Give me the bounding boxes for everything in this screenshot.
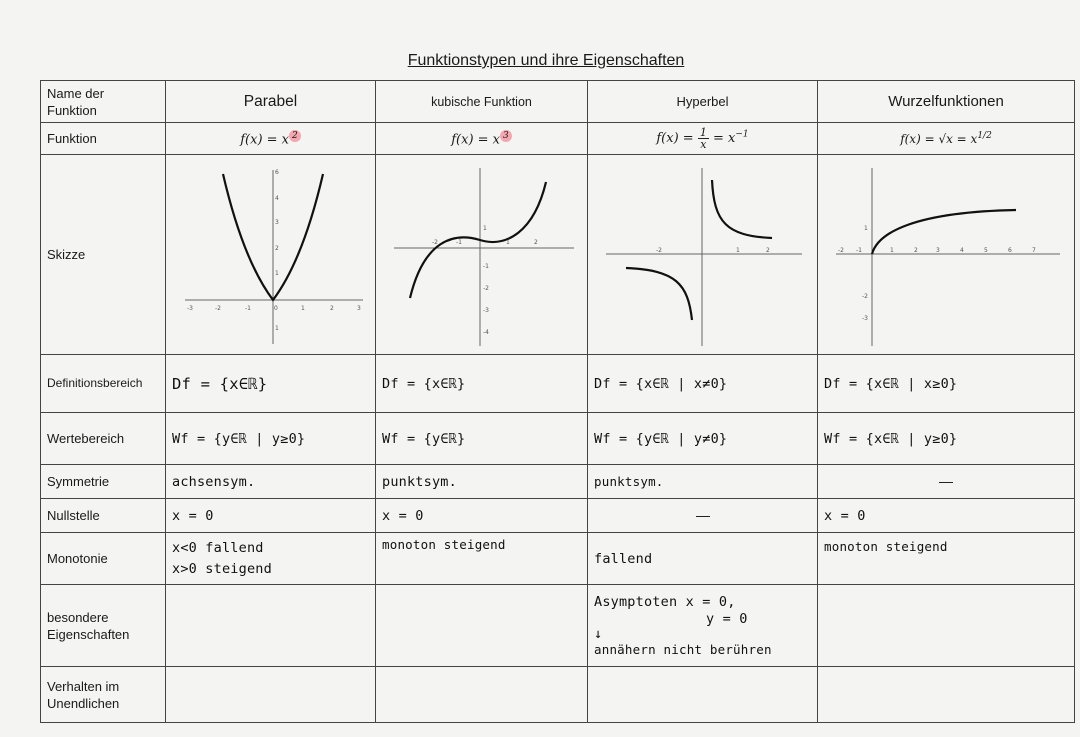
row-label-funktion: Funktion [41, 123, 166, 155]
row-label-name: Name der Funktion [41, 81, 166, 123]
row-label-symmetrie: Symmetrie [41, 465, 166, 499]
wurzel-y-tick: -2 [862, 292, 868, 300]
sketch-cell-wurzel [818, 155, 1075, 355]
hyperbel-x-tick: 1 [735, 246, 740, 254]
kubisch-y-tick: -2 [482, 284, 489, 292]
kubisch-x-tick: 2 [533, 238, 538, 246]
row-label-monotonie: Monotonie [41, 533, 166, 585]
parabel-y-tick: 6 [274, 168, 279, 176]
ns-kubisch: x = 0 [376, 499, 588, 533]
kubisch-x-tick: -1 [455, 238, 462, 246]
formula-hyperbel: f(x) = $\frac{1}{x}$ = $x^{-1}$ [588, 123, 818, 155]
sym-hyperbel: punktsym. [588, 465, 818, 499]
row-verhalten [41, 667, 1075, 723]
sketch-cell-parabel [166, 155, 376, 355]
parabel-x-tick: -1 [244, 304, 251, 312]
df-kubisch: Df = {x∈ℝ} [376, 355, 588, 413]
mono-kubisch: monoton steigend [376, 533, 588, 585]
mono-hyperbel: fallend [588, 533, 818, 585]
row-label-nullstelle: Nullstelle [41, 499, 166, 533]
parabel-y-tick: 1 [274, 269, 279, 277]
mono-parabel: x<0 fallend x>0 steigend [166, 533, 376, 585]
parabel-y-tick: 1 [274, 324, 279, 332]
row-funktion [41, 123, 1075, 155]
row-label-wertebereich: Wertebereich [41, 413, 166, 465]
sym-wurzel [818, 465, 1075, 499]
ns-hyperbel [588, 499, 818, 533]
row-definitionsbereich [41, 355, 1075, 413]
row-monotonie [41, 533, 1075, 585]
kubisch-x-tick: -2 [431, 238, 438, 246]
kubisch-y-tick: -1 [482, 262, 489, 270]
wurzel-x-tick: 2 [914, 246, 918, 254]
wurzel-x-tick: 3 [936, 246, 940, 254]
sketch-hyperbel [596, 160, 810, 350]
verh-kubisch [376, 667, 588, 723]
wurzel-x-tick: 1 [890, 246, 894, 254]
dash-mark [696, 516, 710, 517]
ns-wurzel: x = 0 [818, 499, 1075, 533]
wurzel-x-tick: -2 [838, 246, 844, 254]
wurzel-x-tick: 4 [960, 246, 964, 254]
row-label-besondere: besondere Eigenschaften [41, 585, 166, 667]
row-symmetrie [41, 465, 1075, 499]
hyperbel-x-tick: -2 [655, 246, 662, 254]
df-wurzel: Df = {x∈ℝ | x≥0} [818, 355, 1075, 413]
kubisch-y-tick: -4 [482, 328, 489, 336]
row-wertebereich [41, 413, 1075, 465]
header-row [41, 81, 1075, 123]
parabel-x-tick: -3 [186, 304, 193, 312]
row-label-skizze: Skizze [41, 155, 166, 355]
sketch-wurzel [826, 160, 1066, 350]
wurzel-x-tick: 5 [984, 246, 988, 254]
formula-parabel: f(x) = x 2 [166, 123, 376, 155]
dash-mark [939, 482, 953, 483]
kubisch-y-tick: 1 [482, 224, 487, 232]
bes-kubisch [376, 585, 588, 667]
row-nullstelle [41, 499, 1075, 533]
ns-parabel: x = 0 [166, 499, 376, 533]
row-label-verhalten: Verhalten im Unendlichen [41, 667, 166, 723]
hyperbel-x-tick: 2 [765, 246, 770, 254]
sketch-cell-kubisch [376, 155, 588, 355]
properties-table [40, 80, 1075, 723]
sym-parabel: achsensym. [166, 465, 376, 499]
wurzel-x-tick: 6 [1008, 246, 1012, 254]
mono-wurzel: monoton steigend [818, 533, 1075, 585]
bes-wurzel [818, 585, 1075, 667]
column-header-hyperbel: Hyperbel [588, 81, 818, 123]
parabel-x-tick: -2 [214, 304, 221, 312]
wf-kubisch: Wf = {y∈ℝ} [376, 413, 588, 465]
parabel-y-tick: 3 [274, 218, 279, 226]
wf-hyperbel: Wf = {y∈ℝ | y≠0} [588, 413, 818, 465]
parabel-x-tick: 0 [273, 304, 278, 312]
wurzel-x-tick: 7 [1032, 246, 1036, 254]
wurzel-y-tick: 1 [864, 224, 868, 232]
row-label-definitionsbereich: Definitionsbereich [41, 355, 166, 413]
column-header-wurzel: Wurzelfunktionen [818, 81, 1075, 123]
parabel-y-tick: 4 [274, 194, 279, 202]
parabel-x-tick: 2 [329, 304, 334, 312]
df-hyperbel: Df = {x∈ℝ | x≠0} [588, 355, 818, 413]
page-title: Funktionstypen und ihre Eigenschaften [407, 52, 685, 69]
column-header-parabel: Parabel [166, 81, 376, 123]
column-header-kubisch: kubische Funktion [376, 81, 588, 123]
wf-parabel: Wf = {y∈ℝ | y≥0} [166, 413, 376, 465]
sym-kubisch: punktsym. [376, 465, 588, 499]
parabel-x-tick: 3 [356, 304, 361, 312]
parabel-x-tick: 1 [300, 304, 305, 312]
df-parabel: Df = {x∈ℝ} [166, 355, 376, 413]
wurzel-x-tick: -1 [856, 246, 862, 254]
bes-parabel [166, 585, 376, 667]
formula-wurzel: $f(x) = √x = x^{1/2}$ [818, 123, 1075, 155]
formula-kubisch: f(x) = x 3 [376, 123, 588, 155]
wurzel-y-tick: -3 [862, 314, 868, 322]
row-skizze [41, 155, 1075, 355]
wf-wurzel: Wf = {x∈ℝ | y≥0} [818, 413, 1075, 465]
arrow-down-icon: ↓ [594, 625, 603, 642]
sketch-parabel [173, 160, 369, 350]
kubisch-y-tick: -3 [482, 306, 489, 314]
verh-hyperbel [588, 667, 818, 723]
parabel-y-tick: 2 [274, 244, 279, 252]
sketch-kubisch [384, 160, 580, 350]
row-besondere [41, 585, 1075, 667]
verh-parabel [166, 667, 376, 723]
kubisch-x-tick: 1 [505, 238, 510, 246]
verh-wurzel [818, 667, 1075, 723]
sketch-cell-hyperbel [588, 155, 818, 355]
bes-hyperbel: Asymptoten x = 0, y = 0 ↓ annähern nicht berühren [588, 585, 818, 667]
